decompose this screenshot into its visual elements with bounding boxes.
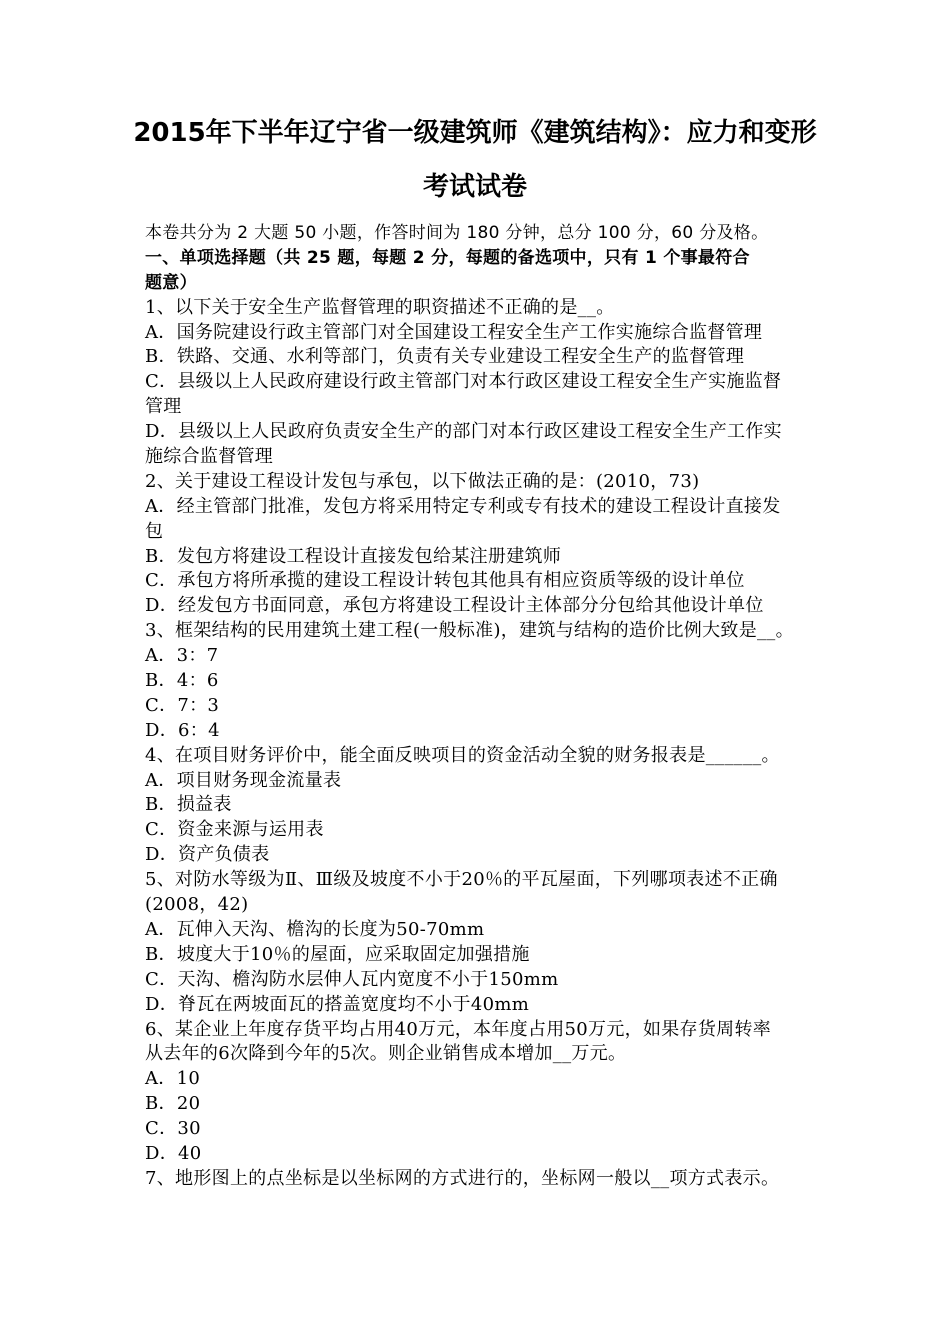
document-title-line-2: 考试试卷 <box>422 172 527 202</box>
question-text-line: 1、以下关于安全生产监督管理的职资描述不正确的是__。 <box>145 296 615 318</box>
question-text-line: D．县级以上人民政府负责安全生产的部门对本行政区建设工程安全生产工作实 <box>145 421 782 443</box>
question-list <box>145 296 815 1192</box>
question-text-line: D．6：4 <box>145 719 220 741</box>
question-text-line: 2、关于建设工程设计发包与承包，以下做法正确的是：(2010，73) <box>145 470 700 492</box>
document-body <box>145 221 815 1192</box>
question-text-line: B．20 <box>145 1093 201 1115</box>
question-text-line: A．经主管部门批准，发包方将采用特定专利或专有技术的建设工程设计直接发 <box>145 495 781 517</box>
question-text-line: D．资产负债表 <box>145 844 270 866</box>
question-text-line: 包 <box>145 520 164 542</box>
question-text-line: A．10 <box>145 1068 201 1090</box>
question-text-line: (2008，42) <box>145 894 249 916</box>
question-text-line: 从去年的6次降到今年的5次。则企业销售成本增加__万元。 <box>145 1043 627 1065</box>
question-text-line: 4、在项目财务评价中，能全面反映项目的资金活动全貌的财务报表是______。 <box>145 744 780 766</box>
question-text-line: C．资金来源与运用表 <box>145 819 324 841</box>
question-text-line: B．4：6 <box>145 670 219 692</box>
question-text-line: C．承包方将所承揽的建设工程设计转包其他具有相应资质等级的设计单位 <box>145 570 745 592</box>
question-text-line: A．瓦伸入天沟、檐沟的长度为50-70mm <box>145 918 485 940</box>
question-text-line: 7、地形图上的点坐标是以坐标网的方式进行的，坐标网一般以__项方式表示。 <box>145 1167 780 1189</box>
question-text-line: C．30 <box>145 1118 201 1140</box>
question-text-line: D．经发包方书面同意，承包方将建设工程设计主体部分分包给其他设计单位 <box>145 595 764 617</box>
question-text-line: 管理 <box>145 396 182 418</box>
question-text-line: B．坡度大于10％的屋面，应采取固定加强措施 <box>145 943 530 965</box>
question-text-line: B．损益表 <box>145 794 232 816</box>
question-text-line: D．40 <box>145 1142 202 1164</box>
question-text-line: 5、对防水等级为Ⅱ、Ⅲ级及坡度不小于20％的平瓦屋面，下列哪项表述不正确 <box>145 869 778 891</box>
question-text-line: 3、框架结构的民用建筑土建工程(一般标准)，建筑与结构的造价比例大致是__。 <box>145 620 794 642</box>
question-text-line: A．3：7 <box>145 645 219 667</box>
exam-intro: 本卷共分为 2 大题 50 小题，作答时间为 180 分钟，总分 100 分，60 分及格。 <box>145 223 769 243</box>
question-text-line: A．国务院建设行政主管部门对全国建设工程安全生产工作实施综合监督管理 <box>145 321 763 343</box>
question-text-line: B．铁路、交通、水利等部门，负责有关专业建设工程安全生产的监督管理 <box>145 346 745 368</box>
question-text-line: C．7：3 <box>145 694 220 716</box>
question-text-line: 施综合监督管理 <box>145 446 274 468</box>
section-heading-line-1: 一、单项选择题（共 25 题，每题 2 分，每题的备选项中，只有 1 个事最符合 <box>145 247 750 268</box>
question-text-line: A．项目财务现金流量表 <box>145 769 342 791</box>
question-text-line: C．天沟、檐沟防水层伸人瓦内宽度不小于150mm <box>145 968 559 990</box>
section-heading-line-2: 题意） <box>145 272 197 293</box>
question-text-line: B．发包方将建设工程设计直接发包给某注册建筑师 <box>145 545 562 567</box>
question-text-line: 6、某企业上年度存货平均占用40万元，本年度占用50万元，如果存货周转率 <box>145 1018 772 1040</box>
question-text-line: D．脊瓦在两坡面瓦的搭盖宽度均不小于40mm <box>145 993 530 1015</box>
document-title-line-1: 2015年下半年辽宁省一级建筑师《建筑结构》：应力和变形 <box>133 118 817 148</box>
question-text-line: C．县级以上人民政府建设行政主管部门对本行政区建设工程安全生产实施监督 <box>145 371 782 393</box>
